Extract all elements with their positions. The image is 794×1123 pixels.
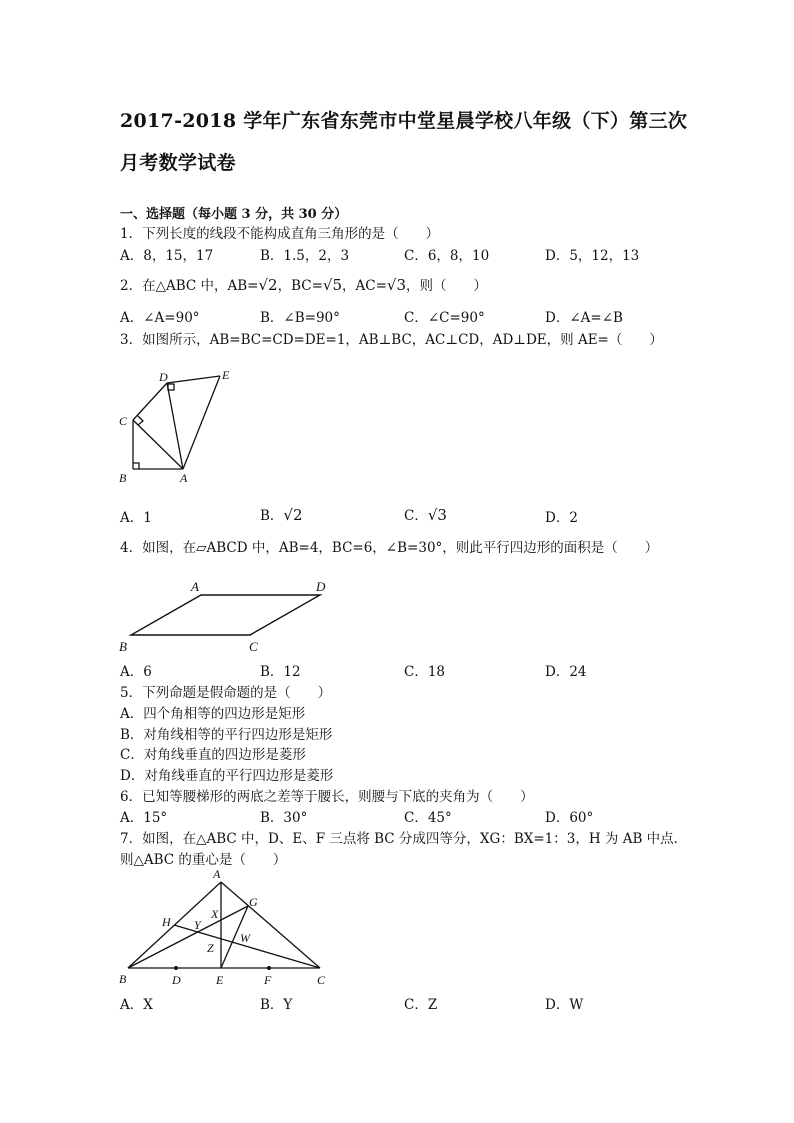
q2-stem-mid1: ，BC= bbox=[277, 278, 323, 294]
q4-label-a: A bbox=[191, 579, 199, 594]
q3-option-c bbox=[404, 504, 447, 524]
q7-label-d: D bbox=[172, 973, 181, 987]
q2-sqrt-bc: √5 bbox=[322, 276, 343, 294]
q7-label-g: G bbox=[249, 895, 258, 909]
q3-option-b-prefix: B． bbox=[260, 508, 284, 524]
q2-sqrt-ab: √2 bbox=[258, 276, 278, 294]
q7-stem-line-1: 7．如图，在△ABC 中，D、E、F 三点将 BC 分成四等分，XG：BX=1：3，H 为 AB 中点． bbox=[120, 831, 688, 847]
q7-label-c: C bbox=[317, 973, 326, 987]
q3-label-a: A bbox=[180, 471, 188, 485]
q3-stem: 3．如图所示，AB=BC=CD=DE=1，AB⊥BC，AC⊥CD，AD⊥DE，则 AE=（ ） bbox=[120, 332, 663, 348]
q2-option-c: C．∠C=90° bbox=[404, 310, 485, 326]
q7-label-f: F bbox=[264, 973, 272, 987]
q3-label-e: E bbox=[222, 368, 230, 382]
q3-figure bbox=[115, 365, 240, 490]
q5-option-a: A．四个角相等的四边形是矩形 bbox=[120, 706, 306, 722]
q4-figure bbox=[115, 577, 340, 657]
q2-stem-pre: 2．在△ABC 中，AB= bbox=[120, 278, 259, 294]
q7-figure bbox=[115, 866, 330, 990]
q4-label-c: C bbox=[249, 639, 258, 654]
q6-option-d: D．60° bbox=[545, 810, 594, 826]
q6-option-c: C．45° bbox=[404, 810, 452, 826]
q7-option-a: A．X bbox=[120, 997, 153, 1013]
q4-option-d: D．24 bbox=[545, 664, 587, 680]
q6-option-a: A．15° bbox=[120, 810, 168, 826]
section-heading: 一、选择题（每小题 3 分，共 30 分） bbox=[120, 207, 348, 222]
q7-label-y: Y bbox=[194, 918, 201, 932]
q7-label-x: X bbox=[211, 907, 219, 921]
q3-label-b: B bbox=[119, 471, 127, 485]
q7-label-w: W bbox=[240, 931, 250, 945]
q3-option-a: A．1 bbox=[120, 510, 152, 526]
q3-label-d: D bbox=[159, 370, 168, 384]
q6-stem: 6．已知等腰梯形的两底之差等于腰长，则腰与下底的夹角为（ ） bbox=[120, 789, 534, 805]
q7-label-e: E bbox=[216, 973, 224, 987]
q5-option-b: B．对角线相等的平行四边形是矩形 bbox=[120, 727, 333, 743]
q7-label-b: B bbox=[119, 972, 127, 986]
q1-option-a: A．8，15，17 bbox=[120, 248, 214, 264]
q2-stem bbox=[120, 274, 487, 294]
q3-option-c-prefix: C． bbox=[404, 508, 428, 524]
q4-option-c: C．18 bbox=[404, 664, 446, 680]
q4-label-d: D bbox=[316, 579, 326, 594]
q7-option-b: B．Y bbox=[260, 997, 293, 1013]
q6-option-b: B．30° bbox=[260, 810, 308, 826]
q3-option-d: D．2 bbox=[545, 510, 578, 526]
q7-label-a: A bbox=[213, 867, 221, 881]
q5-option-d: D．对角线垂直的平行四边形是菱形 bbox=[120, 768, 334, 784]
q1-option-c: C．6，8，10 bbox=[404, 248, 490, 264]
q4-label-b: B bbox=[119, 639, 127, 654]
q4-option-a: A．6 bbox=[120, 664, 152, 680]
q2-option-d: D．∠A=∠B bbox=[545, 310, 623, 326]
q5-stem: 5．下列命题是假命题的是（ ） bbox=[120, 685, 332, 701]
q2-sqrt-ac: √3 bbox=[386, 276, 407, 294]
q3-option-b-sqrt: √2 bbox=[283, 506, 303, 524]
q7-label-h: H bbox=[162, 915, 171, 929]
q3-label-c: C bbox=[119, 414, 128, 428]
q3-option-b bbox=[260, 504, 303, 524]
q1-stem: 1．下列长度的线段不能构成直角三角形的是（ ） bbox=[120, 226, 440, 242]
q3-option-c-sqrt: √3 bbox=[427, 506, 447, 524]
q2-option-b: B．∠B=90° bbox=[260, 310, 340, 326]
q7-stem-line-2: 则△ABC 的重心是（ ） bbox=[120, 852, 287, 868]
q1-option-d: D．5，12，13 bbox=[545, 248, 640, 264]
q7-label-z: Z bbox=[207, 941, 214, 955]
q2-option-a: A．∠A=90° bbox=[120, 310, 200, 326]
q7-option-d: D．W bbox=[545, 997, 584, 1013]
q2-stem-mid2: ，AC= bbox=[342, 278, 387, 294]
q1-option-b: B．1.5，2，3 bbox=[260, 248, 350, 264]
q4-stem: 4．如图，在▱ABCD 中，AB=4，BC=6，∠B=30°，则此平行四边形的面积是（ ） bbox=[120, 540, 659, 556]
title-line-1: 2017-2018 学年广东省东莞市中堂星晨学校八年级（下）第三次 bbox=[120, 110, 688, 132]
q7-option-c: C．Z bbox=[404, 997, 438, 1013]
title-line-2: 月考数学试卷 bbox=[120, 152, 236, 174]
q2-stem-post: ，则（ ） bbox=[406, 278, 488, 294]
q4-option-b: B．12 bbox=[260, 664, 301, 680]
q5-option-c: C．对角线垂直的四边形是菱形 bbox=[120, 747, 306, 763]
